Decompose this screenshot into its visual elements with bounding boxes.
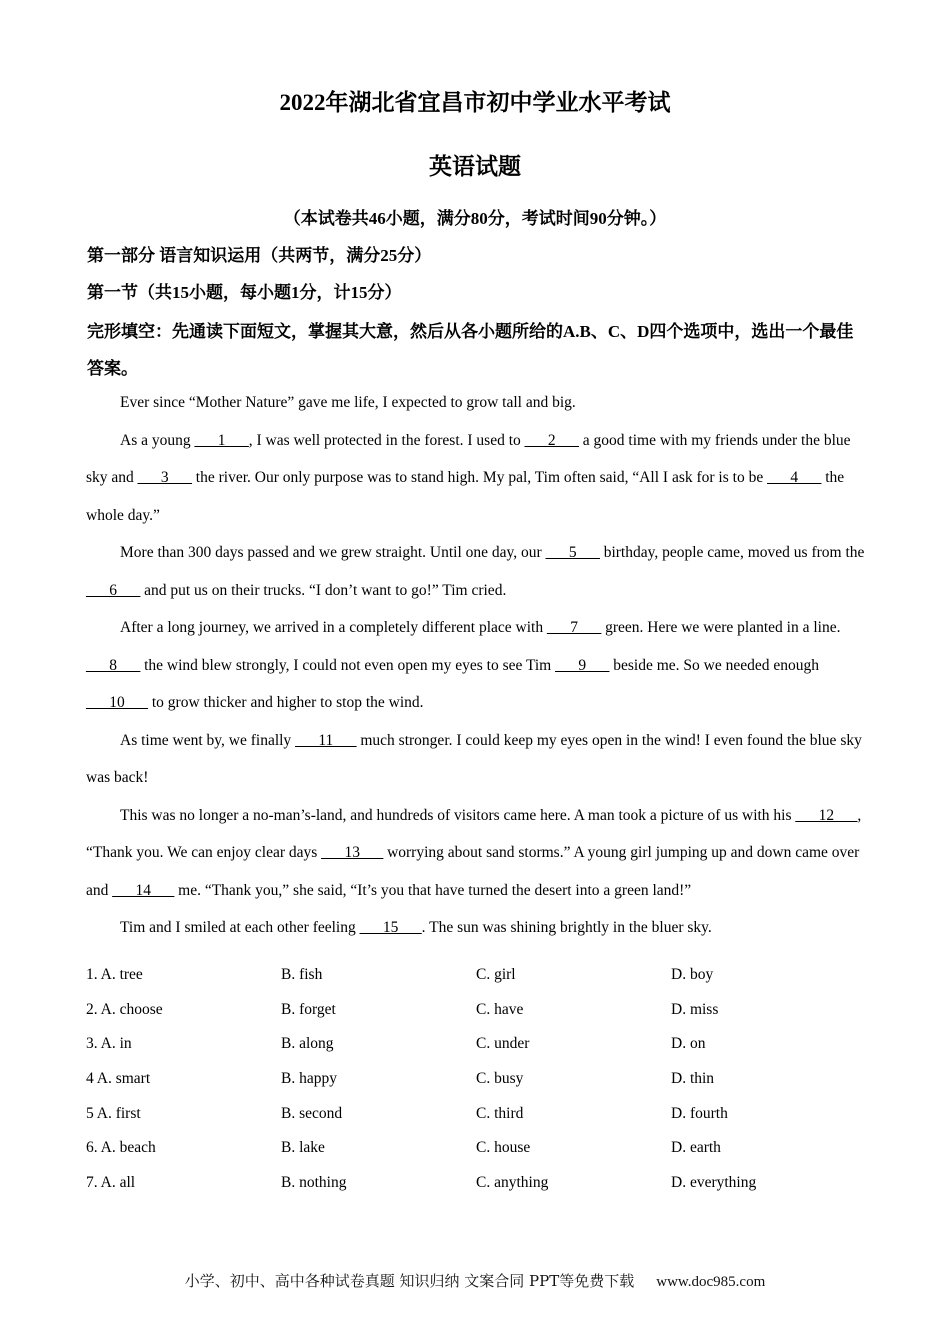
option-row xyxy=(86,1101,866,1136)
answer-blank: ___12___ xyxy=(795,806,858,824)
passage-paragraph xyxy=(86,909,866,947)
passage-paragraph xyxy=(86,534,866,609)
passage-text: Tim and I smiled at each other feeling xyxy=(120,919,360,936)
passage-text: the wind blew strongly, I could not even open my eyes to see Tim xyxy=(140,656,556,674)
answer-blank: ___11___ xyxy=(295,731,357,749)
passage-text: . The sun was shining brightly in the bluer sky. xyxy=(421,919,712,936)
passage-text: , “Thank you. We can enjoy clear days xyxy=(86,806,862,861)
passage-text: the river. Our only purpose was to stand high. My pal, Tim often said, “All I ask for is to be xyxy=(191,469,768,486)
passage-text: worrying about sand storms.” A young girl jumping up and down came over and xyxy=(86,844,860,899)
option-choice: C. under xyxy=(476,1035,530,1053)
option-choice: B. forget xyxy=(281,1000,336,1018)
page-footer xyxy=(0,1270,950,1291)
option-row xyxy=(86,1135,866,1170)
option-choice: 6. A. beach xyxy=(86,1139,156,1157)
option-choice: C. third xyxy=(476,1104,524,1122)
passage-text: green. Here we were planted in a line. xyxy=(601,619,841,636)
answer-blank: ___7___ xyxy=(546,619,602,636)
answer-blank: ___8___ xyxy=(86,656,141,674)
option-row xyxy=(86,1170,866,1205)
answer-blank: ___2___ xyxy=(524,431,579,449)
option-choice: 2. A. choose xyxy=(86,1000,163,1018)
option-row xyxy=(86,962,866,997)
passage-text: After a long journey, we arrived in a completely different place with xyxy=(120,619,547,636)
option-choice: D. miss xyxy=(671,1000,719,1018)
passage-text: me. “Thank you,” she said, “It’s you that have turned the desert into a green land!” xyxy=(174,881,692,899)
footer-url: www.doc985.com xyxy=(656,1274,766,1290)
option-choice: C. house xyxy=(476,1139,531,1157)
answer-blank: ___15___ xyxy=(359,919,422,936)
answer-blank: ___9___ xyxy=(555,656,610,674)
passage-text: the whole day.” xyxy=(86,469,845,524)
option-choice: C. anything xyxy=(476,1174,549,1192)
section-heading: 第一节（共15小题，每小题1分，计15分） xyxy=(87,283,402,302)
option-choice: D. earth xyxy=(671,1139,721,1157)
instructions: 完形填空：先通读下面短文，掌握其大意，然后从各小题所给的A.B、C、D四个选项中，选出一个最佳答案。 xyxy=(87,322,854,378)
passage-text: much stronger. I could keep my eyes open in the wind! I even found the blue sky was back! xyxy=(86,731,862,786)
option-row xyxy=(86,997,866,1032)
option-choice: B. nothing xyxy=(281,1174,347,1192)
passage-text: a good time with my friends under the blue sky and xyxy=(86,431,851,486)
answer-blank: ___6___ xyxy=(86,581,141,599)
option-choice: 1. A. tree xyxy=(86,966,143,983)
exam-title: 2022年湖北省宜昌市初中学业水平考试 xyxy=(279,90,671,115)
passage-paragraph xyxy=(86,722,866,797)
option-choice: C. have xyxy=(476,1000,524,1018)
option-choice: D. on xyxy=(671,1035,706,1053)
passage-text: As a young xyxy=(120,431,195,449)
option-choice: B. second xyxy=(281,1104,343,1122)
passage-text: Ever since “Mother Nature” gave me life, I expected to grow tall and big. xyxy=(120,394,576,411)
passage-text: , I was well protected in the forest. I used to xyxy=(248,431,525,449)
answer-blank: ___5___ xyxy=(545,544,600,561)
passage-paragraph xyxy=(86,384,866,422)
option-choice: D. thin xyxy=(671,1070,715,1088)
option-choice: C. busy xyxy=(476,1070,524,1088)
option-choice: D. fourth xyxy=(671,1104,728,1122)
passage-text: This was no longer a no-man’s-land, and hundreds of visitors came here. A man took a picture of us with his xyxy=(120,806,796,824)
option-choice: B. fish xyxy=(281,966,323,983)
footer-text: 小学、初中、高中各种试卷真题 知识归纳 文案合同 PPT等免费下载 xyxy=(184,1272,635,1290)
option-choice: 3. A. in xyxy=(86,1035,132,1053)
subject-title: 英语试题 xyxy=(429,154,521,179)
answer-options xyxy=(86,962,866,1205)
option-row xyxy=(86,1031,866,1066)
passage-text: birthday, people came, moved us from the xyxy=(599,544,865,561)
answer-blank: ___13___ xyxy=(321,844,384,861)
option-choice: 7. A. all xyxy=(86,1174,136,1192)
option-row xyxy=(86,1066,866,1101)
option-choice: C. girl xyxy=(476,966,516,983)
option-choice: B. lake xyxy=(281,1139,325,1157)
passage-paragraph xyxy=(86,422,866,535)
option-choice: D. everything xyxy=(671,1174,757,1192)
passage-text: beside me. So we needed enough xyxy=(609,656,819,674)
passage-paragraph xyxy=(86,797,866,910)
option-choice: D. boy xyxy=(671,966,714,983)
answer-blank: ___1___ xyxy=(194,431,249,449)
passage-text: and put us on their trucks. “I don’t want to go!” Tim cried. xyxy=(140,581,507,599)
option-choice: 4 A. smart xyxy=(86,1070,151,1088)
option-choice: B. along xyxy=(281,1035,334,1053)
passage-text: More than 300 days passed and we grew straight. Until one day, our xyxy=(120,544,546,561)
passage-text: to grow thicker and higher to stop the wind. xyxy=(148,694,424,711)
answer-blank: ___14___ xyxy=(112,881,175,899)
answer-blank: ___10___ xyxy=(86,694,148,711)
option-choice: 5 A. first xyxy=(86,1104,141,1122)
answer-blank: ___4___ xyxy=(767,469,822,486)
answer-blank: ___3___ xyxy=(137,469,192,486)
exam-info: （本试卷共46小题，满分80分，考试时间90分钟。） xyxy=(283,209,667,228)
option-choice: B. happy xyxy=(281,1070,337,1088)
cloze-passage xyxy=(86,384,866,947)
passage-paragraph xyxy=(86,609,866,722)
passage-text: As time went by, we finally xyxy=(120,731,296,749)
part-heading: 第一部分 语言知识运用（共两节，满分25分） xyxy=(87,246,432,265)
